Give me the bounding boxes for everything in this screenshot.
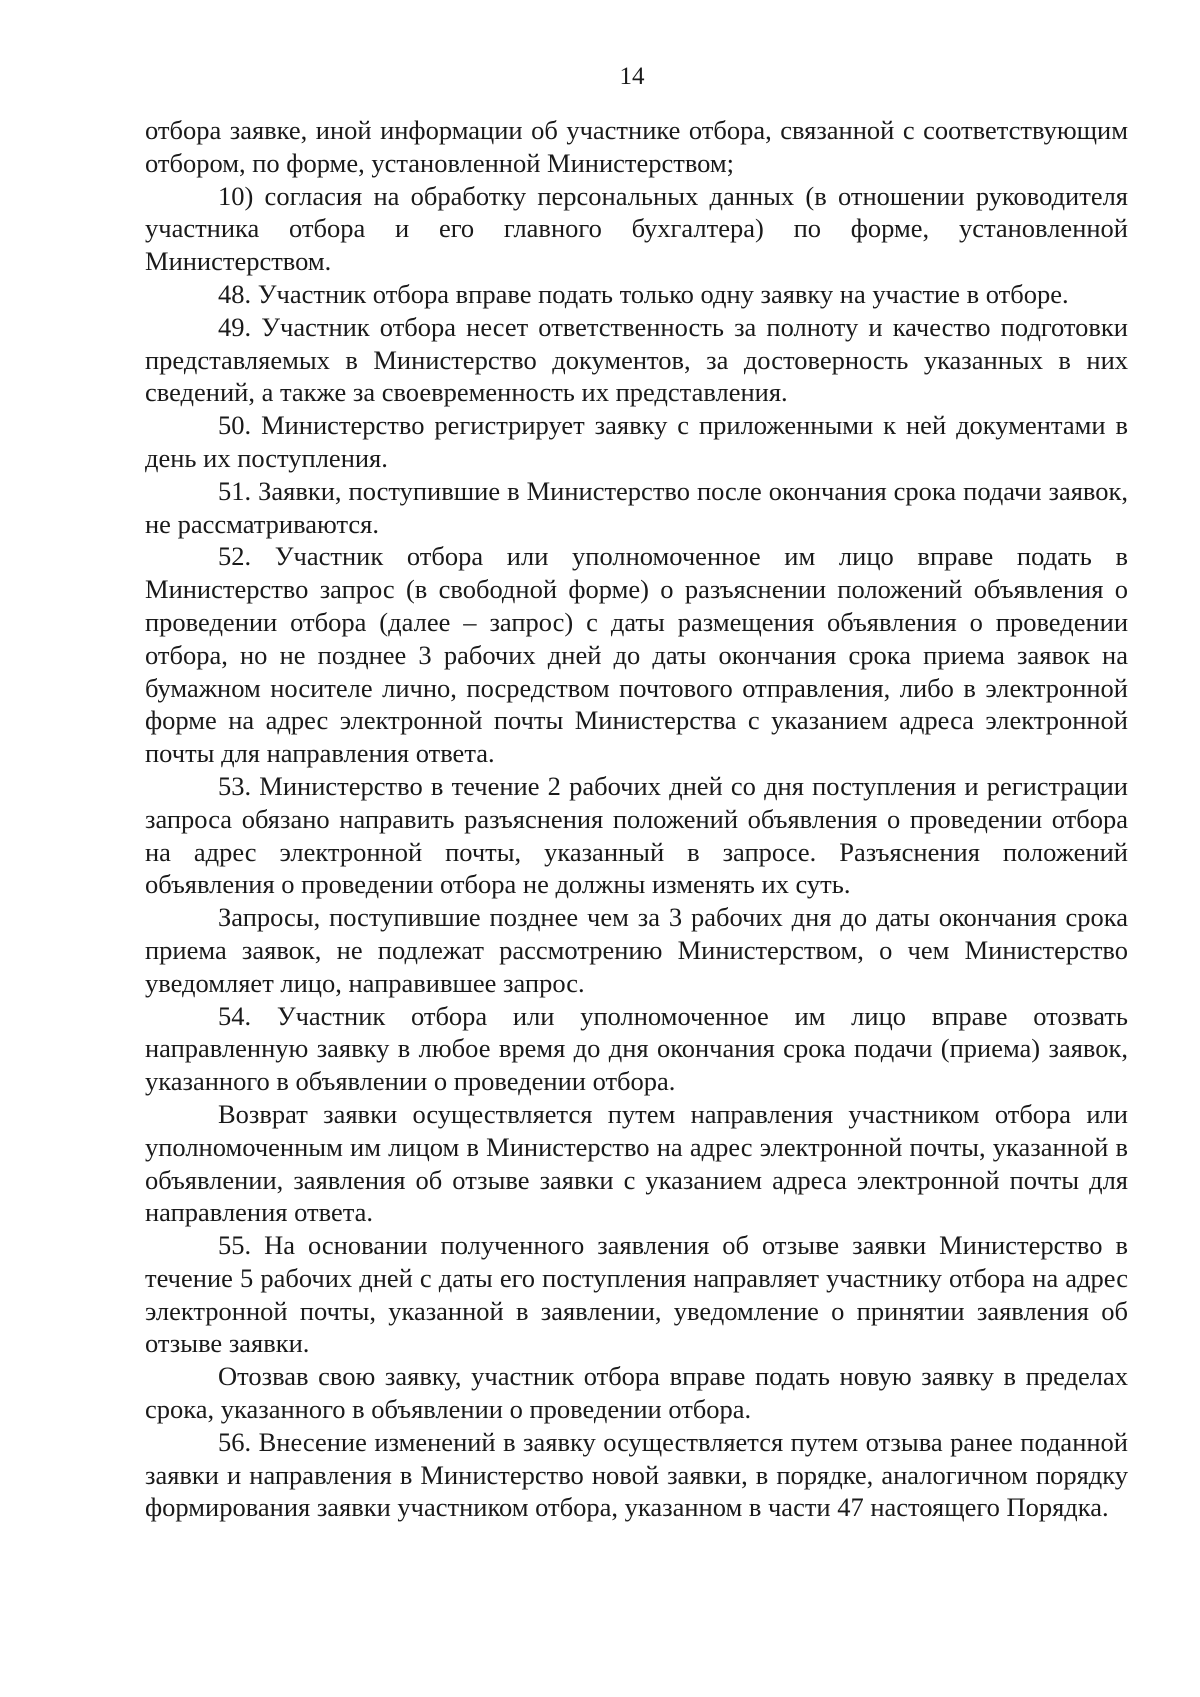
paragraph-55-new-application: Отозвав свою заявку, участник отбора вправе подать новую заявку в пределах срока, указанного в объявлении о проведении отбора. xyxy=(145,1361,1128,1425)
paragraph-51: 51. Заявки, поступившие в Министерство после окончания срока подачи заявок, не рассматриваются. xyxy=(145,475,1128,539)
paragraph-49: 49. Участник отбора несет ответственность за полноту и качество подготовки представляемых в Министерство документов, за достоверность указанных в них сведений, а также за своевременность их представления. xyxy=(145,311,1128,408)
paragraph-53: 53. Министерство в течение 2 рабочих дней со дня поступления и регистрации запроса обязано направить разъяснения положений объявления о проведении отбора на адрес электронной почты, указанный в запросе. Разъяснения положений объявления о проведении отбора не должны изменять их суть. xyxy=(145,770,1128,900)
paragraph-item-10: 10) согласия на обработку персональных данных (в отношении руководителя участника отбора и его главного бухгалтера) по форме, установленной Министерством. xyxy=(145,180,1128,277)
paragraph-continuation: отбора заявке, иной информации об участнике отбора, связанной с соответствующим отбором, по форме, установленной Министерством; xyxy=(145,115,1128,178)
paragraph-50: 50. Министерство регистрирует заявку с приложенными к ней документами в день их поступления. xyxy=(145,410,1128,473)
paragraph-48: 48. Участник отбора вправе подать только одну заявку на участие в отборе. xyxy=(218,278,1069,309)
paragraph-54-return: Возврат заявки осуществляется путем направления участником отбора или уполномоченным им лицом в Министерство на адрес электронной почты, указанной в объявлении, заявления об отзыве заявки с указанием адреса электронной почты для направления ответа. xyxy=(145,1098,1128,1228)
document-body xyxy=(145,114,1128,1524)
paragraph-53-requests: Запросы, поступившие позднее чем за 3 рабочих дня до даты окончания срока приема заявок, не подлежат рассмотрению Министерством, о чем Министерство уведомляет лицо, направившее запрос. xyxy=(145,902,1128,998)
paragraph-52: 52. Участник отбора или уполномоченное им лицо вправе подать в Министерство запрос (в свободной форме) о разъяснении положений объявления о проведении отбора (далее – запрос) с даты размещения объявления о проведении отбора, но не позднее 3 рабочих дней до даты окончания срока приема заявок на бумажном носителе лично, посредством почтового отправления, либо в электронной форме на адрес электронной почты Министерства с указанием адреса электронной почты для направления ответа. xyxy=(145,541,1128,769)
paragraph-56: 56. Внесение изменений в заявку осуществляется путем отзыва ранее поданной заявки и направления в Министерство новой заявки, в порядке, аналогичном порядку формирования заявки участником отбора, указанном в части 47 настоящего Порядка. xyxy=(145,1426,1128,1523)
page-number: 14 xyxy=(619,63,645,90)
paragraph-54: 54. Участник отбора или уполномоченное им лицо вправе отозвать направленную заявку в любое время до дня окончания срока подачи (приема) заявок, указанного в объявлении о проведении отбора. xyxy=(145,1000,1128,1097)
paragraph-55: 55. На основании полученного заявления об отзыве заявки Министерство в течение 5 рабочих дней с даты его поступления направляет участнику отбора на адрес электронной почты, указанной в заявлении, уведомление о принятии заявления об отзыве заявки. xyxy=(145,1230,1128,1359)
